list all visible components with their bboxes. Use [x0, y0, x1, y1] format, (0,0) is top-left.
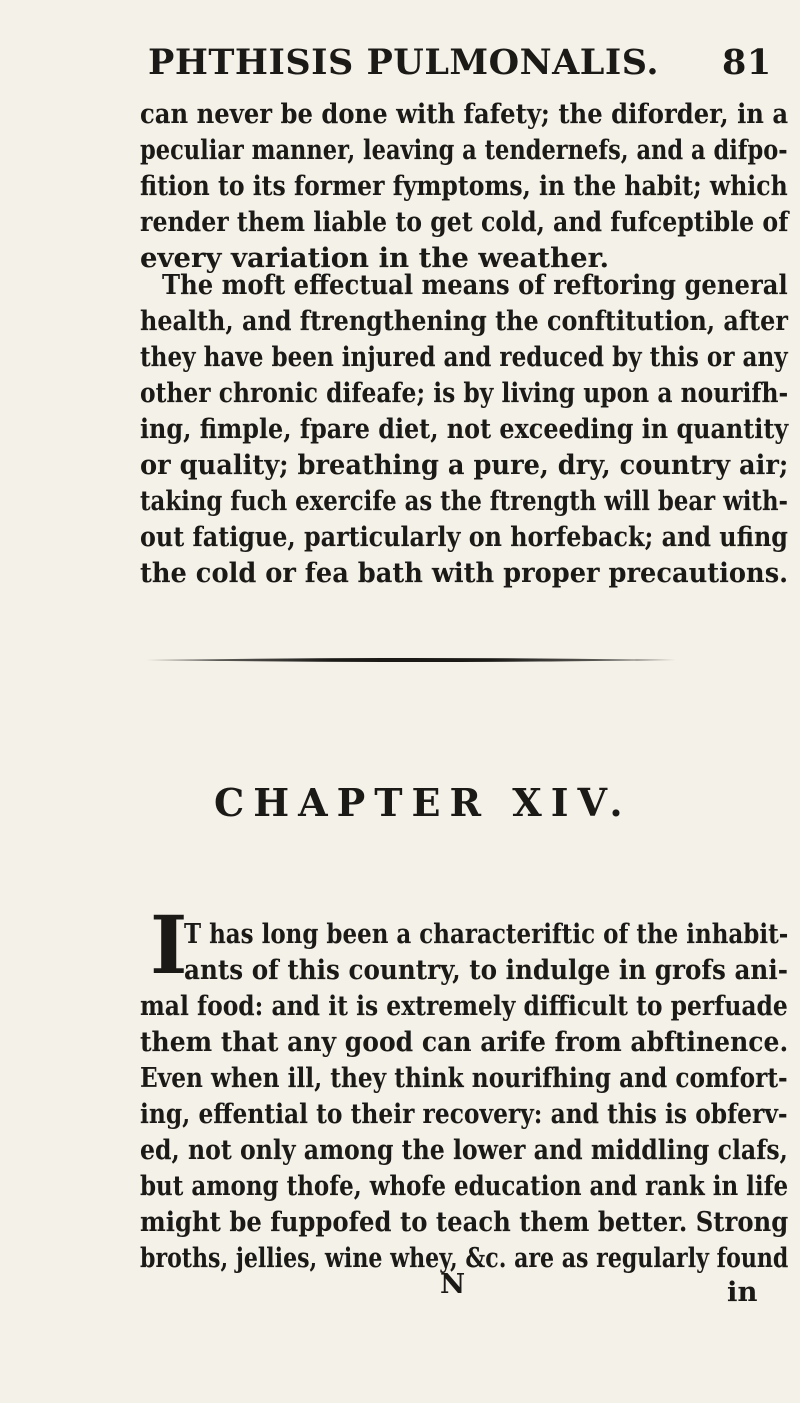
text-line: render them liable to get cold, and fufceptible of: [140, 206, 789, 238]
text-line: other chronic difeafe; is by living upon a nourifh-: [140, 377, 789, 409]
text-line: ing, effential to their recovery: and this is obferv-: [140, 1098, 788, 1130]
text-line: peculiar manner, leaving a tendernefs, and a difpo-: [140, 134, 788, 166]
text-line: the cold or fea bath with proper precautions.: [140, 557, 789, 589]
text-line: broths, jellies, wine whey, &c. are as regularly found: [140, 1242, 789, 1274]
text-line: or quality; breathing a pure, dry, country air;: [140, 449, 789, 481]
text-line: might be fuppofed to teach them better. Strong: [140, 1206, 789, 1238]
signature-mark: N: [440, 1268, 466, 1300]
text-line: ed, not only among the lower and middling clafs,: [140, 1134, 788, 1166]
text-line: out fatigue, particularly on horfeback; and ufing: [140, 521, 788, 553]
text-line: them that any good can arife from abftinence.: [140, 1026, 789, 1058]
text-line: The moft effectual means of reftoring general: [162, 269, 788, 301]
page-number: 81: [722, 42, 772, 83]
text-line: they have been injured and reduced by this or any: [140, 341, 788, 373]
text-line: health, and ftrengthening the conftitution, after: [140, 305, 788, 337]
text-line: every variation in the weather.: [140, 242, 610, 274]
text-line: T has long been a characteriftic of the inhabit-: [184, 918, 789, 950]
text-line: taking fuch exercife as the ftrength will bear with-: [140, 485, 788, 517]
chapter-heading: CHAPTER XIV.: [214, 780, 632, 825]
running-title: PHTHISIS PULMONALIS.: [148, 42, 660, 83]
drop-cap: I: [150, 898, 188, 992]
text-line: ants of this country, to indulge in grofs ani-: [184, 954, 788, 986]
chapter-divider-rule: [146, 657, 676, 663]
text-line: but among thofe, whofe education and rank in life: [140, 1170, 789, 1202]
catchword: in: [727, 1276, 758, 1308]
text-line: mal food: and it is extremely difficult to perfuade: [140, 990, 788, 1022]
text-line: fition to its former fymptoms, in the habit; which: [140, 170, 788, 202]
text-line: ing, fimple, fpare diet, not exceeding in quantity: [140, 413, 789, 445]
running-header: [148, 42, 788, 90]
text-line: Even when ill, they think nourifhing and comfort-: [140, 1062, 788, 1094]
text-line: can never be done with fafety; the diforder, in a: [140, 98, 789, 130]
